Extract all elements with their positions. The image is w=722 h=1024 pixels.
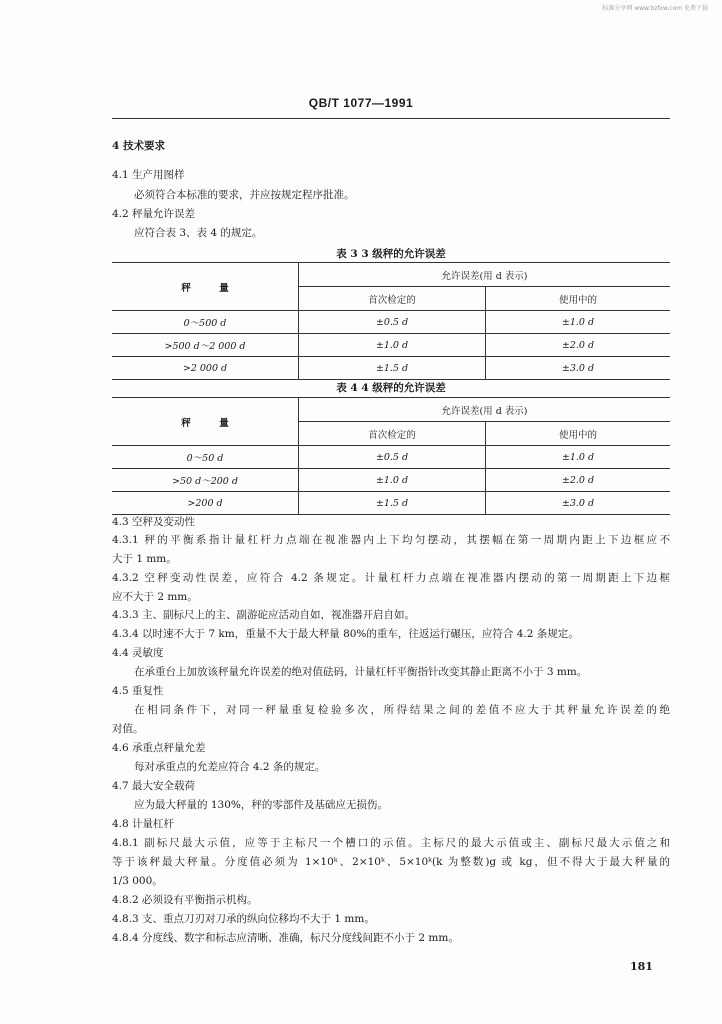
section-4-1-title: 4.1 生产用图样 xyxy=(112,169,185,181)
table3-header-use: 使用中的 xyxy=(486,287,671,311)
table3-header-group: 允许误差(用 d 表示) xyxy=(299,263,671,287)
table-row xyxy=(112,446,670,469)
table3-header-first: 首次检定的 xyxy=(299,287,486,311)
table4-row-range: 0～50 d xyxy=(112,446,299,469)
section-4-title: 4 技术要求 xyxy=(112,140,165,152)
section-4-6-text: 每对承重点的允差应符合 4.2 条的规定。 xyxy=(134,761,326,773)
table4-header-use: 使用中的 xyxy=(486,422,671,446)
section-4-7-title: 4.7 最大安全载荷 xyxy=(112,780,196,792)
page-number: 181 xyxy=(630,960,653,973)
table3-caption: 表 3 3 级秤的允许误差 xyxy=(336,248,446,260)
table3-row-first: ±1.0 d xyxy=(299,334,486,357)
table3-row-use: ±2.0 d xyxy=(486,334,671,357)
table4-header-weighing: 秤 量 xyxy=(112,398,299,446)
section-4-8-3: 4.8.3 支、重点刀刃对刀承的纵向位移均不大于 1 mm。 xyxy=(112,913,375,925)
table4-row-use: ±2.0 d xyxy=(486,469,671,492)
section-4-5-line1: 在相同条件下，对同一秤量重复检验多次，所得结果之间的差值不应大于其秤量允许误差的绝 xyxy=(134,704,670,716)
section-4-8-4: 4.8.4 分度线、数字和标志应清晰、准确，标尺分度线间距不小于 2 mm。 xyxy=(112,932,459,944)
table4-row-first: ±1.5 d xyxy=(299,492,486,515)
table4-header-group: 允许误差(用 d 表示) xyxy=(299,398,671,422)
section-4-2-text: 应符合表 3、表 4 的规定。 xyxy=(134,227,263,239)
table-row xyxy=(112,357,670,380)
table-row xyxy=(112,334,670,357)
section-4-3-2-line2: 应不大于 2 mm。 xyxy=(112,591,198,603)
section-4-3-4: 4.3.4 以时速不大于 7 km，重量不大于最大秤量 80%的重车，往返运行碾压，应符合 4.2 条规定。 xyxy=(112,628,579,640)
table4-row-first: ±1.0 d xyxy=(299,469,486,492)
section-4-8-title: 4.8 计量杠杆 xyxy=(112,818,175,830)
table3 xyxy=(112,262,670,380)
table3-row-range: >2 000 d xyxy=(112,357,299,380)
table-row xyxy=(112,311,670,334)
table3-row-first: ±0.5 d xyxy=(299,311,486,334)
table4-row-use: ±1.0 d xyxy=(486,446,671,469)
table3-row-use: ±1.0 d xyxy=(486,311,671,334)
table3-header-weighing: 秤 量 xyxy=(112,263,299,311)
section-4-8-1-line1: 4.8.1 副标尺最大示值，应等于主标尺一个槽口的示值。主标尺的最大示值或主、副标尺最大示值之和 xyxy=(112,837,670,849)
section-4-1-text: 必须符合本标准的要求，并应按规定程序批准。 xyxy=(134,189,355,201)
table3-row-first: ±1.5 d xyxy=(299,357,486,380)
watermark: 标准分享网 www.bzfxw.com 免费下载 xyxy=(602,5,708,12)
table-row xyxy=(112,492,670,515)
table4-row-use: ±3.0 d xyxy=(486,492,671,515)
table4-caption: 表 4 4 级秤的允许误差 xyxy=(336,382,446,394)
section-4-8-2: 4.8.2 必须设有平衡指示机构。 xyxy=(112,894,258,906)
header-rule xyxy=(112,118,670,119)
table4-header-first: 首次检定的 xyxy=(299,422,486,446)
section-4-3-title: 4.3 空秤及变动性 xyxy=(112,516,196,528)
section-4-8-1-line3: 1/3 000。 xyxy=(112,875,163,887)
table3-row-use: ±3.0 d xyxy=(486,357,671,380)
table4-row-first: ±0.5 d xyxy=(299,446,486,469)
section-4-7-text: 应为最大秤量的 130%，秤的零部件及基础应无损伤。 xyxy=(134,799,388,811)
section-4-8-1-line2: 等于该秤最大秤量。分度值必须为 1×10ᵏ、2×10ᵏ、5×10ᵏ(k 为整数)g 或 kg，但不得大于最大秤量的 xyxy=(112,856,670,868)
section-4-5-line2: 对值。 xyxy=(112,723,144,735)
table3-row-range: >500 d～2 000 d xyxy=(112,334,299,357)
section-4-6-title: 4.6 承重点秤量允差 xyxy=(112,742,206,754)
standard-number-header: QB/T 1077—1991 xyxy=(308,96,414,110)
section-4-4-text: 在承重台上加放该秤量允许误差的绝对值砝码，计量杠杆平衡指针改变其静止距离不小于 3 mm。 xyxy=(134,666,588,678)
section-4-3-3: 4.3.3 主、副标尺上的主、副游砣应活动自如，视准器开启自如。 xyxy=(112,609,416,621)
table-row xyxy=(112,469,670,492)
section-4-3-1-line2: 大于 1 mm。 xyxy=(112,553,177,565)
section-4-3-2-line1: 4.3.2 空秤变动性误差，应符合 4.2 条规定。计量杠杆力点端在视准器内摆动的第一周期距上下边框 xyxy=(112,572,670,584)
section-4-3-1-line1: 4.3.1 秤的平衡系指计量杠杆力点端在视准器内上下均匀摆动，其摆幅在第一周期内距上下边框应不 xyxy=(112,534,670,546)
table4-row-range: >50 d～200 d xyxy=(112,469,299,492)
section-4-2-title: 4.2 秤量允许误差 xyxy=(112,208,196,220)
section-4-5-title: 4.5 重复性 xyxy=(112,685,164,697)
table4-row-range: >200 d xyxy=(112,492,299,515)
section-4-4-title: 4.4 灵敏度 xyxy=(112,647,164,659)
table4 xyxy=(112,397,670,515)
table3-row-range: 0～500 d xyxy=(112,311,299,334)
